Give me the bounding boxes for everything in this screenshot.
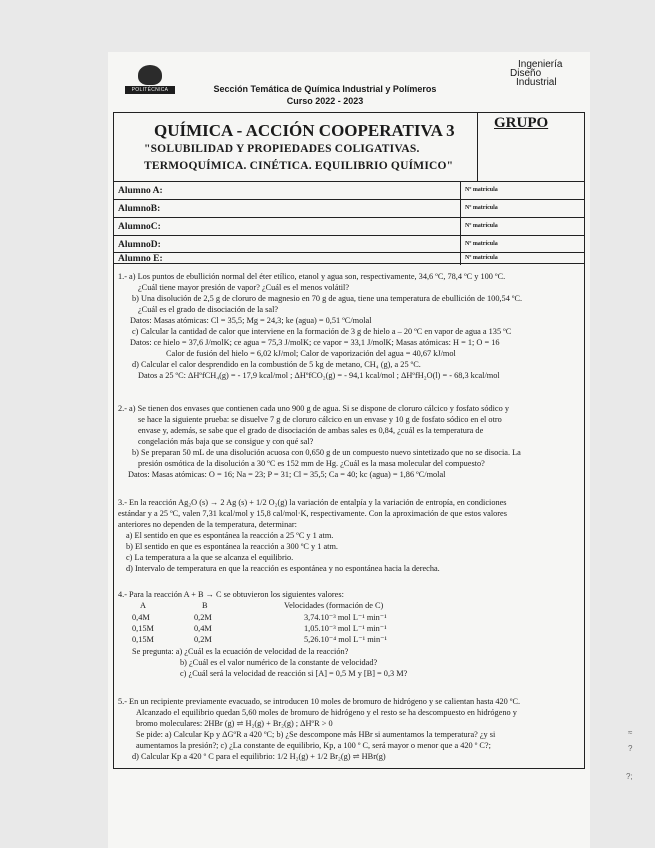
- group-label: GRUPO: [494, 115, 549, 131]
- p4-cell: 1,05.10⁻³ mol L⁻¹ min⁻¹: [304, 624, 387, 633]
- p1-line: Datos: ce hielo = 37,6 J/molK; ce agua = 75,3 J/molK; ce vapor = 33,1 J/molK; Masas atómicas: H = 1; O = 16: [130, 338, 500, 347]
- matricula-label: Nº matrícula: [465, 205, 498, 211]
- matricula-label: Nº matrícula: [465, 255, 498, 261]
- p4-question: b) ¿Cuál es el valor numérico de la constante de velocidad?: [180, 658, 378, 667]
- p5-line: aumentamos la presión?; c) ¿La constante de equilibrio, Kp, a 100 º C, será mayor o menor que a 420 º C?;: [136, 741, 491, 750]
- logo-right-line-1: Ingeniería: [518, 59, 563, 70]
- p5-line: Alcanzado el equilibrio quedan 5,60 moles de bromuro de hidrógeno y el resto se ha descompuesto en hidrógeno y: [136, 708, 517, 717]
- p2-line: envase y, además, se sabe que el grado de disociación de ambas sales es 0,84, ¿cuál es la temperatura de: [138, 426, 484, 435]
- page-header: [200, 83, 450, 107]
- student-label: Alumno A:: [118, 186, 163, 196]
- p4-header-b: B: [202, 601, 208, 610]
- row-divider: [460, 200, 461, 218]
- p1-line: c) Calcular la cantidad de calor que interviene en la formación de 3 g de hielo a – 20 ºC en vapor de agua a 135 ºC: [132, 327, 512, 336]
- p1-line: ¿Cuál es el grado de disociación de la sal?: [138, 305, 279, 314]
- student-row[interactable]: [114, 217, 584, 236]
- p3-line: anteriores no dependen de la temperatura, determinar:: [118, 520, 297, 529]
- logo-left-text: POLITÉCNICA: [125, 86, 175, 94]
- logo-right-line-3: Industrial: [516, 77, 557, 88]
- p1-line: Calor de fusión del hielo = 6,02 kJ/mol; Calor de vaporización del agua = 40,67 kJ/mol: [166, 349, 456, 358]
- p5-line: 5.- En un recipiente previamente evacuado, se introducen 10 moles de bromuro de hidrógeno y se calientan hasta 420 ºC.: [118, 697, 521, 706]
- student-label: AlumnoC:: [118, 222, 161, 232]
- p4-cell: 3,74.10⁻³ mol L⁻¹ min⁻¹: [304, 613, 387, 622]
- p4-cell: 0,15M: [132, 624, 154, 633]
- margin-mark: ?;: [626, 772, 633, 781]
- p3-line: d) Intervalo de temperatura en que la reacción es espontánea y no espontánea hacia la derecha.: [126, 564, 440, 573]
- p4-cell: 0,4M: [132, 613, 150, 622]
- p1-line: Datos a 25 ºC: ΔHºfCH₄(g) = - 17,9 kcal/mol ; ΔHºfCO₂(g) = - 94,1 kcal/mol ; ΔHºfH₂O(l) = - 68,3 kcal/mol: [138, 371, 500, 380]
- section-title: Sección Temática de Química Industrial y Polímeros: [213, 84, 437, 94]
- subtitle-line-2: TERMOQUÍMICA. CINÉTICA. EQUILIBRIO QUÍMICO": [144, 160, 454, 172]
- p4-header-a: A: [140, 601, 146, 610]
- student-label: AlumnoD:: [118, 240, 161, 250]
- p4-question: Se pregunta: a) ¿Cuál es la ecuación de velocidad de la reacción?: [132, 647, 349, 656]
- p2-line: se hace la siguiente prueba: se disuelve 7 g de cloruro cálcico en un envase y 10 g de fosfato sódico en el otro: [138, 415, 502, 424]
- p2-line: 2.- a) Se tienen dos envases que contienen cada uno 900 g de agua. Si se dispone de cloruro cálcico y fosfato sódico y: [118, 404, 509, 413]
- p5-line: d) Calcular Kp a 420 º C para el equilibrio: 1/2 H₂(g) + 1/2 Br₂(g) ⇌ HBr(g): [132, 752, 386, 761]
- p5-line: bromo moleculares: 2HBr (g) ⇌ H₂(g) + Br₂(g) ; ΔHºR > 0: [136, 719, 333, 728]
- matricula-label: Nº matrícula: [465, 241, 498, 247]
- p3-line: 3.- En la reacción Ag₂O (s) → 2 Ag (s) + 1/2 O₂(g) la variación de entalpía y la variación de entropía, en condiciones: [118, 498, 507, 507]
- title-box: [113, 112, 585, 264]
- p3-line: a) El sentido en que es espontánea la reacción a 25 ºC y 1 atm.: [126, 531, 334, 540]
- p4-intro: 4.- Para la reacción A + B → C se obtuvieron los siguientes valores:: [118, 590, 344, 599]
- matricula-label: Nº matrícula: [465, 187, 498, 193]
- p2-line: b) Se preparan 50 mL de una disolución acuosa con 0,650 g de un compuesto nuevo sintetizado que no se disocia. La: [132, 448, 521, 457]
- p2-line: Datos: Masas atómicas: O = 16; Na = 23; P = 31; Cl = 35,5; Ca = 40; kc (agua) = 1,86 ºC/molal: [128, 470, 446, 479]
- p4-cell: 0,2M: [194, 613, 212, 622]
- p4-cell: 0,15M: [132, 635, 154, 644]
- p1-line: b) Una disolución de 2,5 g de cloruro de magnesio en 70 g de agua, tiene una temperatura de ebullición de 100,54 ºC.: [132, 294, 523, 303]
- row-divider: [460, 218, 461, 236]
- p4-question: c) ¿Cuál será la velocidad de reacción si [A] = 0,5 M y [B] = 0,3 M?: [180, 669, 408, 678]
- main-title: QUÍMICA - ACCIÓN COOPERATIVA 3: [154, 121, 455, 140]
- margin-mark: ≈: [628, 728, 633, 737]
- subtitle-line-1: "SOLUBILIDAD Y PROPIEDADES COLIGATIVAS.: [144, 143, 420, 155]
- student-label: AlumnoB:: [118, 204, 161, 214]
- p1-line: Datos: Masas atómicas: Cl = 35,5; Mg = 24,3; ke (agua) = 0,51 ºC/molal: [130, 316, 372, 325]
- logo-right-line-2: Diseño: [510, 68, 542, 79]
- student-row[interactable]: [114, 181, 584, 200]
- student-row[interactable]: [114, 199, 584, 218]
- row-divider: [460, 182, 461, 200]
- course-year: Curso 2022 - 2023: [286, 96, 364, 106]
- matricula-label: Nº matrícula: [465, 223, 498, 229]
- p1-line: ¿Cuál tiene mayor presión de vapor? ¿Cuál es el menos volátil?: [138, 283, 350, 292]
- p2-line: congelación más baja que se consigue y con qué sal?: [138, 437, 314, 446]
- p4-header-rate: Velocidades (formación de C): [284, 601, 384, 610]
- p5-line: Se pide: a) Calcular Kp y ΔGºR a 420 ºC; b) ¿Se descompone más HBr si aumentamos la temperatura? ¿y si: [136, 730, 496, 739]
- p4-cell: 0,2M: [194, 635, 212, 644]
- title-area: [114, 113, 478, 181]
- upm-logo: [125, 65, 175, 95]
- p3-line: c) La temperatura a la que se alcanza el equilibrio.: [126, 553, 294, 562]
- p3-line: b) El sentido en que es espontánea la reacción a 300 ºC y 1 atm.: [126, 542, 338, 551]
- p4-cell: 5,26.10⁻⁴ mol L⁻¹ min⁻¹: [304, 635, 388, 644]
- p3-line: estándar y a 25 ºC, valen 7,31 kcal/mol y 15,8 cal/mol·K, respectivamente. Con la aproximación de que estos valores: [118, 509, 507, 518]
- p2-line: presión osmótica de la disolución a 30 ºC es 152 mm de Hg. ¿Cuál es la masa molecular del compuesto?: [138, 459, 485, 468]
- problems-area: [113, 264, 585, 769]
- margin-mark: ?: [628, 744, 633, 753]
- crest-icon: [138, 65, 162, 85]
- p4-cell: 0,4M: [194, 624, 212, 633]
- p1-line: 1.- a) Los puntos de ebullición normal del éter etílico, etanol y agua son, respectivamente, 34,6 ºC, 78,4 ºC y 100 ºC.: [118, 272, 506, 281]
- student-label: Alumno E:: [118, 254, 163, 264]
- p1-line: d) Calcular el calor desprendido en la combustión de 5 kg de metano, CH₄ (g), a 25 ºC.: [132, 360, 421, 369]
- school-logo: [490, 60, 580, 98]
